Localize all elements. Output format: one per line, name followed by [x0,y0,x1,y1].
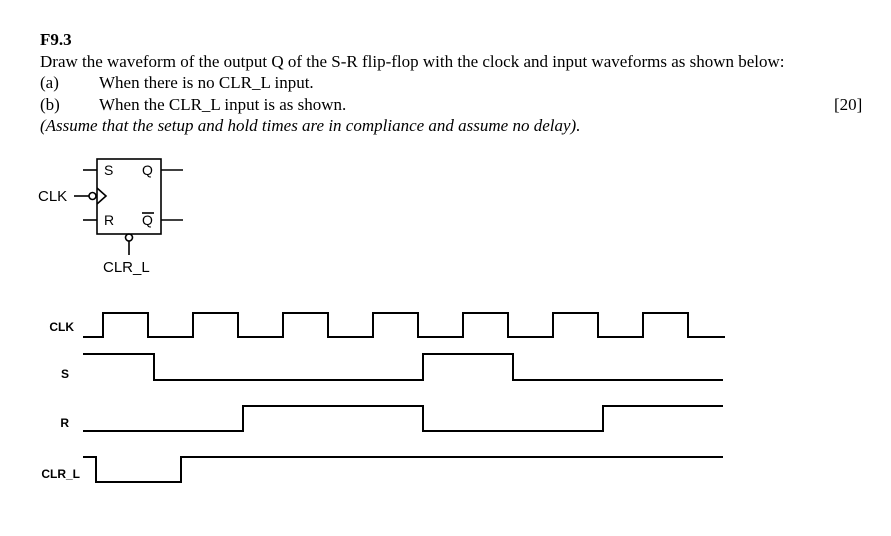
waveform-label-r: R [60,416,69,430]
waveform-r [83,406,723,431]
waveform-traces [83,313,725,482]
sr-flip-flop-symbol [74,159,183,255]
waveform-label-clk: CLK [49,320,74,334]
part-a-label: (a) [40,73,59,92]
waveform-clr [83,457,723,482]
part-b-text: When the CLR_L input is as shown. [99,95,347,114]
clk-inversion-bubble [89,193,96,200]
waveform-clk [83,313,725,337]
pin-label-r: R [104,212,115,228]
pin-label-s: S [104,162,114,178]
pin-label-clk: CLK [38,188,68,205]
assumption-note: (Assume that the setup and hold times are in compliance and assume no delay). [40,116,581,135]
question-number: F9.3 [40,30,72,49]
part-a-text: When there is no CLR_L input. [99,73,314,92]
pin-label-q-bar: Q [142,212,153,228]
clk-edge-triangle [97,188,106,204]
question-instruction: Draw the waveform of the output Q of the S-R flip-flop with the clock and input waveforms as shown below: [40,52,785,71]
waveform-label-clr: CLR_L [41,467,80,481]
part-b-label: (b) [40,95,60,114]
waveform-label-s: S [60,367,69,381]
waveform-s [83,354,723,380]
marks: [20] [834,95,863,114]
clr-inversion-bubble [126,234,133,241]
pin-label-q: Q [142,162,153,178]
pin-label-clr: CLR_L [103,259,150,276]
